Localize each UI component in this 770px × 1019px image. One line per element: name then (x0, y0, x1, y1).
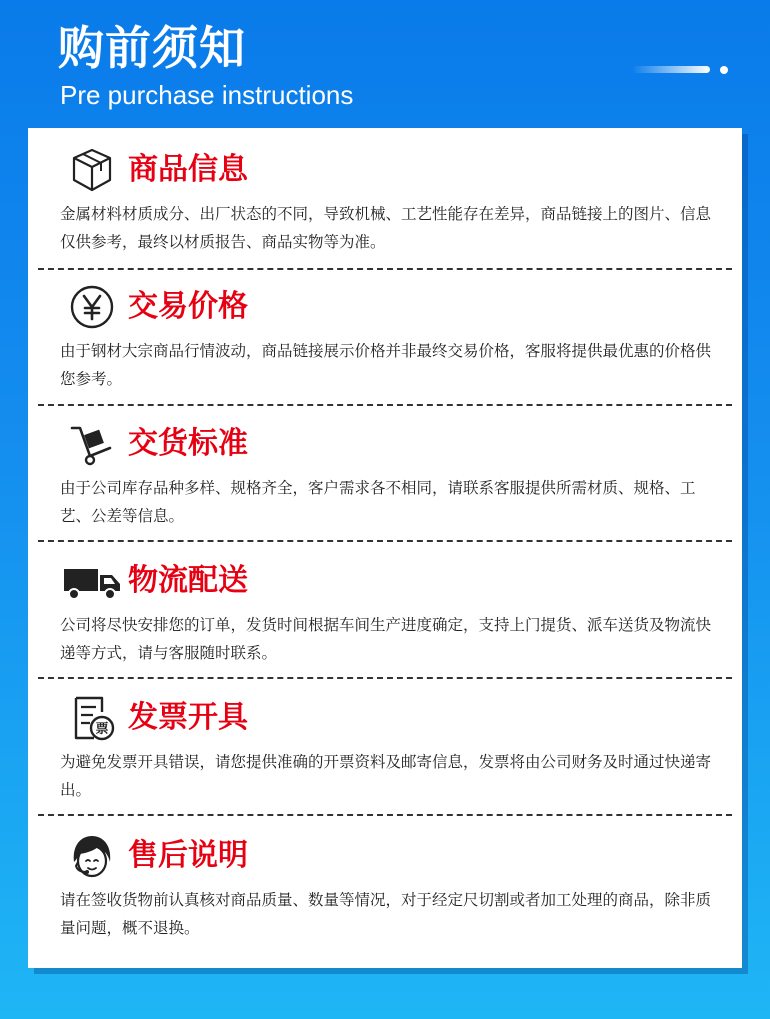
section-description: 由于公司库存品种多样、规格齐全，客户需求各不相同，请联系客服提供所需材质、规格、工艺、公差等信息。 (60, 479, 696, 525)
section-description: 公司将尽快安排您的订单，发货时间根据车间生产进度确定，支持上门提货、派车送货及物流快递等方式，请与客服随时联系。 (60, 616, 712, 662)
section-invoice (28, 676, 742, 813)
section-logistics (28, 539, 742, 676)
section-delivery-standard (28, 402, 742, 539)
page-title: 购前须知 (58, 21, 246, 75)
instructions-card (28, 128, 742, 968)
section-description: 为避免发票开具错误，请您提供准确的开票资料及邮寄信息，发票将由公司财务及时通过快递寄出。 (60, 753, 712, 799)
section-title: 交易价格 (128, 289, 248, 324)
invoice-icon (68, 694, 116, 742)
hand-truck-icon (68, 420, 116, 468)
section-title: 发票开具 (128, 700, 248, 735)
decorative-line (632, 66, 710, 73)
section-description: 金属材料材质成分、出厂状态的不同，导致机械、工艺性能存在差异，商品链接上的图片、信息仅供参考，最终以材质报告、商品实物等为准。 (60, 205, 712, 251)
decorative-dot (720, 66, 728, 74)
page-subtitle: Pre purchase instructions (60, 80, 354, 110)
box-icon (68, 146, 116, 194)
yen-coin-icon (68, 283, 116, 331)
section-trade-price (28, 265, 742, 402)
section-description: 由于钢材大宗商品行情波动，商品链接展示价格并非最终交易价格，客服将提供最优惠的价格供您参考。 (60, 342, 712, 388)
section-product-info (28, 128, 742, 265)
section-title: 交货标准 (128, 426, 248, 461)
customer-service-icon (68, 832, 116, 880)
svg-text:票: 票 (95, 722, 109, 737)
section-title: 商品信息 (128, 152, 248, 187)
section-title: 售后说明 (128, 838, 248, 873)
section-description: 请在签收货物前认真核对商品质量、数量等情况，对于经定尺切割或者加工处理的商品，除非质量问题，概不退换。 (60, 891, 712, 937)
delivery-truck-icon (62, 557, 122, 605)
section-after-sales (28, 814, 742, 951)
section-title: 物流配送 (128, 563, 248, 598)
